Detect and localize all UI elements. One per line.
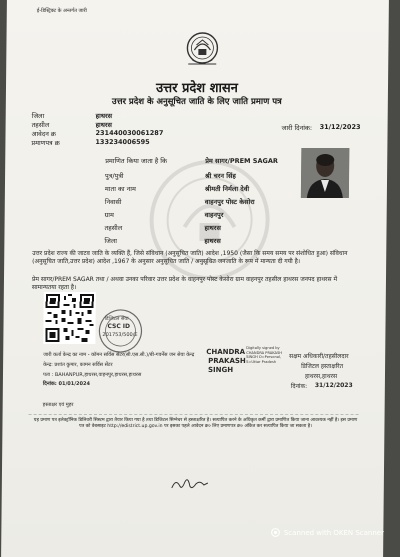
district-row-value: हाथरस <box>204 237 221 245</box>
signer-name-3: SINGH <box>207 366 234 374</box>
issue-date-label: जारी दिनांक: <box>281 124 313 132</box>
stamp-id-label: CSC ID <box>107 323 131 330</box>
footer-note: यह प्रमाण पत्र इलेक्ट्रॉनिक डिलिवरी सिस्टम द्वारा तैयार किया गया है तथा डिजिटल सिग्नेचर से हस्ताक्षरित है। सत्यापित करने के अधिकृत कर्मी द्वारा प्रमाणित किया जाना आवश्यक नहीं है। इस प्रमाण पत्र को वेबसाइट http://edistrict.up.gov.in पर इसका पहले आवेदन क्र० लिए प्रमाणपत्र क्र० अंकित कर सत्यापित किया जा सकता है। <box>33 418 358 429</box>
village-value: वाहनपुर <box>204 211 224 219</box>
father-name: श्री चरन सिंह <box>205 172 236 180</box>
residence-declaration: प्रेम सागर/PREM SAGAR तथा / अथवा उनका परिवार उत्तर प्रदेश के वाहनपुर पोस्ट केसोरा ग्राम वाहनपुर तहसील हाथरस जनपद हाथरस में सामान्यतया रहता है। <box>31 276 338 291</box>
tehsil-row-value: हाथरस <box>204 224 221 232</box>
officer-place: हाथरस,हाथरस <box>304 373 338 380</box>
mother-name: श्रीमती निर्मला देवी <box>204 185 250 193</box>
digital-signature-note: Digitally signed by CHANDRA PRAKASH SINGH O=Personal, S=Uttar Pradesh <box>246 346 283 364</box>
officer-date-label: दिनांक: <box>290 383 308 390</box>
applicant-photo <box>301 148 350 198</box>
parent-label: पुत्र/पुत्री <box>105 172 124 180</box>
signer-name-2: PRAKASH <box>208 357 246 365</box>
stamp-text-top: डिजिटल सेवा <box>104 316 129 322</box>
resident-value: वाहनपुर पोस्ट केसोरा <box>204 198 255 206</box>
caste-declaration: उत्तर प्रदेश राज्य की जाटव जाति के व्यक्ति हैं, जिसे संविधान (अनुसूचित जाति) आदेश ,1950 (जैसा कि समय समय पर संशोधित हुआ) संविधान (अनुसूचित जाति,उत्तर प्रदेश) आदेश ,1967 के अनुसार अनुसूचित जाति / अनुसूचित जनजाति के रूप में मान्यता दी गयी है। <box>32 250 348 265</box>
up-emblem-icon <box>174 28 230 72</box>
officer-date-value: 31/12/2023 <box>314 382 353 389</box>
certificate-number: 133234006595 <box>95 138 150 146</box>
district-value: हाथरस <box>95 112 113 120</box>
tehsil-row-label: तहसील <box>104 224 123 232</box>
resident-label: निवासी <box>104 198 122 206</box>
scanner-logo-icon <box>271 528 280 537</box>
certificate-label: प्रमाणपत्र क्र <box>31 139 60 147</box>
scanner-watermark <box>271 528 384 537</box>
district-label: जिला <box>31 112 45 120</box>
sign-and-seal: हस्ताक्षर एवं मुहर <box>42 402 74 408</box>
issue-date-value: 31/12/2023 <box>319 123 361 131</box>
tehsil-label: तहसील <box>31 121 50 129</box>
handwritten-signature <box>170 474 210 498</box>
intro-text: प्रमाणित किया जाता है कि <box>105 157 168 165</box>
stamp-id-value: 201753/500/E <box>102 332 138 338</box>
issuer-operator: केन्द्र: प्रशांत कुमार, कामन सर्विस सेंटर <box>43 362 113 368</box>
issuer-date: दिनांक: 01/01/2024 <box>42 381 91 387</box>
scanner-text: Scanned with OKEN Scanner <box>283 528 384 537</box>
certificate-subtitle: उत्तर प्रदेश के अनुसूचित जाति के लिए जाति प्रमाण पत्र <box>111 97 282 107</box>
top-note: ई-डिस्ट्रिक्ट के अन्तर्गत जारी <box>36 8 87 14</box>
officer-title: सक्षम अधिकारी/तहसीलदार <box>289 353 349 360</box>
qr-code <box>43 292 96 344</box>
signer-name-1: CHANDRA <box>206 348 246 356</box>
officer-digital: डिजिटल हस्ताक्षरित <box>301 363 344 370</box>
issuer-center-name: जारी कर्ता केन्द्र का नाम - कॉमन सर्विस सेंटर(सी.एस.सी.)/बी-गवर्नेंस जन सेवा केन्द्र <box>43 352 195 358</box>
district-row-label: जिला <box>104 237 118 245</box>
divider <box>29 414 359 415</box>
applicant-name: प्रेम सागर/PREM SAGAR <box>205 157 278 165</box>
issuer-address: पता : BAHANPUR,हाथरस,वाहनपुर,हाथरस,हाथरस <box>42 372 142 378</box>
mother-label: माता का नाम <box>104 185 136 193</box>
village-label: ग्राम <box>104 211 114 219</box>
tehsil-value: हाथरस <box>95 121 112 129</box>
certificate-page <box>1 0 389 557</box>
state-title: उत्तर प्रदेश शासन <box>155 81 238 96</box>
application-number: 231440030061287 <box>95 129 164 137</box>
application-label: आवेदन क्र <box>31 130 56 138</box>
csc-stamp <box>97 308 143 354</box>
